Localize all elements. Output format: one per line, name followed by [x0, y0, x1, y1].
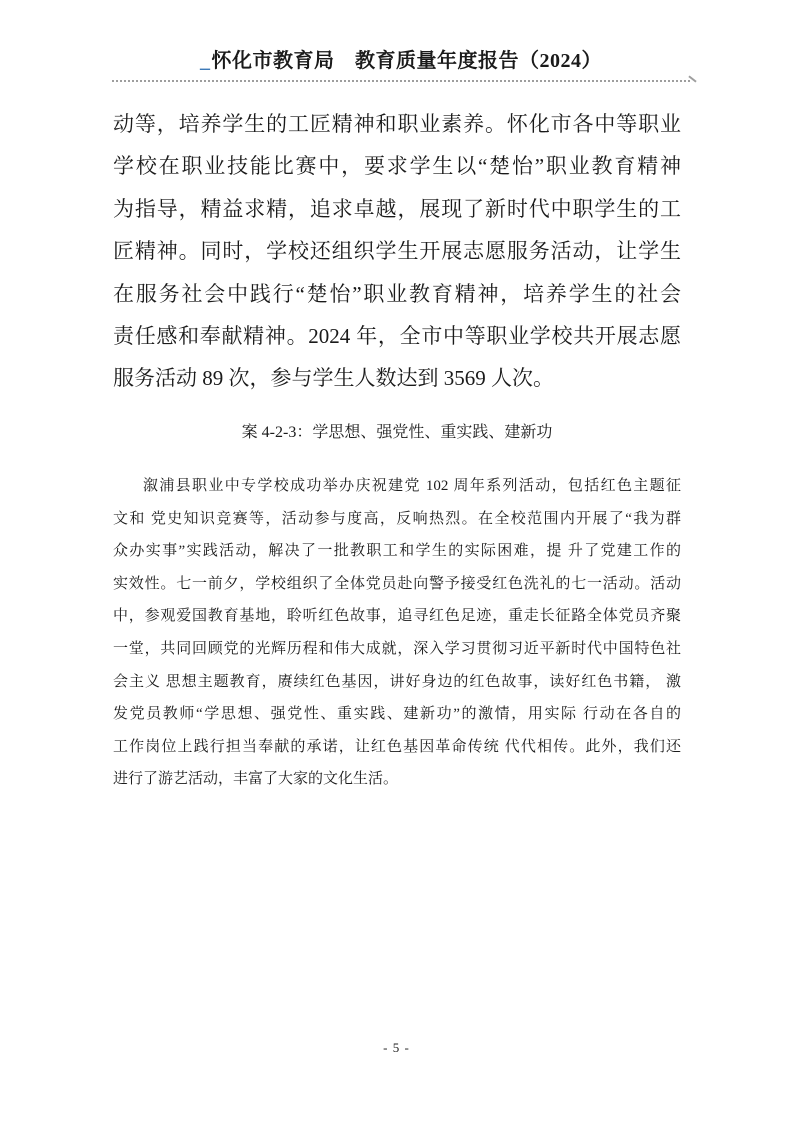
paragraph-line: 学校在职业技能比赛中，要求学生以“楚怡”职业教育精神 — [113, 154, 681, 179]
case-line: 会主义 思想主题教育，赓续红色基因，讲好身边的红色故事，读好红色书籍， 激 — [113, 673, 681, 690]
report-title: 怀化市教育局 教育质量年度报告（2024） — [211, 50, 602, 72]
case-line: 一堂，共同回顾党的光辉历程和伟大成就，深入学习贯彻习近平新时代中国特色社 — [113, 640, 681, 657]
case-line: 溆浦县职业中专学校成功举办庆祝建党 102 周年系列活动，包括红色主题征 — [143, 478, 681, 494]
header-dotted-rule — [112, 80, 690, 82]
paragraph-line: 在服务社会中践行“楚怡”职业教育精神，培养学生的社会 — [113, 281, 681, 306]
main-paragraph — [113, 103, 681, 400]
case-line: 进行了游艺活动，丰富了大家的文化生活。 — [113, 771, 399, 788]
paragraph-line: 动等，培养学生的工匠精神和职业素养。怀化市各中等职业 — [113, 112, 681, 136]
case-line: 发党员教师“学思想、强党性、重实践、建新功”的激情，用实际 行动在各自的 — [113, 706, 681, 723]
paragraph-line: 为指导，精益求精，追求卓越，展现了新时代中职学生的工 — [113, 196, 681, 221]
case-caption: 案 4-2-3：学思想、强党性、重实践、建新功 — [241, 424, 553, 441]
page-footer — [0, 1040, 793, 1056]
case-line: 实效性。七一前夕，学校组织了全体党员赴向警予接受红色洗礼的七一活动。活动 — [113, 575, 681, 592]
case-line: 中，参观爱国教育基地，聆听红色故事，追寻红色足迹，重走长征路全体党员齐聚 — [113, 608, 681, 625]
paragraph-line: 匠精神。同时，学校还组织学生开展志愿服务活动，让学生 — [113, 239, 681, 264]
paragraph-line: 服务活动 89 次，参与学生人数达到 3569 人次。 — [113, 366, 554, 391]
paragraph-line: 责任感和奉献精神。2024 年，全市中等职业学校共开展志愿 — [113, 324, 681, 349]
case-line: 文和 党史知识竞赛等，活动参与度高，反响热烈。在全校范围内开展了“我为群 — [113, 510, 681, 527]
page-header — [112, 44, 690, 82]
page-number: - 5 - — [383, 1040, 410, 1055]
edit-mark-underscore: _ — [200, 50, 211, 72]
case-paragraph — [113, 470, 681, 796]
case-line: 众办实事”实践活动，解决了一批教职工和学生的实际困难，提 升了党建工作的 — [113, 543, 681, 560]
rule-end-tick-icon — [688, 75, 696, 82]
case-line: 工作岗位上践行担当奉献的承诺，让红色基因革命传统 代代相传。此外，我们还 — [113, 738, 681, 755]
report-title-row — [112, 44, 690, 73]
